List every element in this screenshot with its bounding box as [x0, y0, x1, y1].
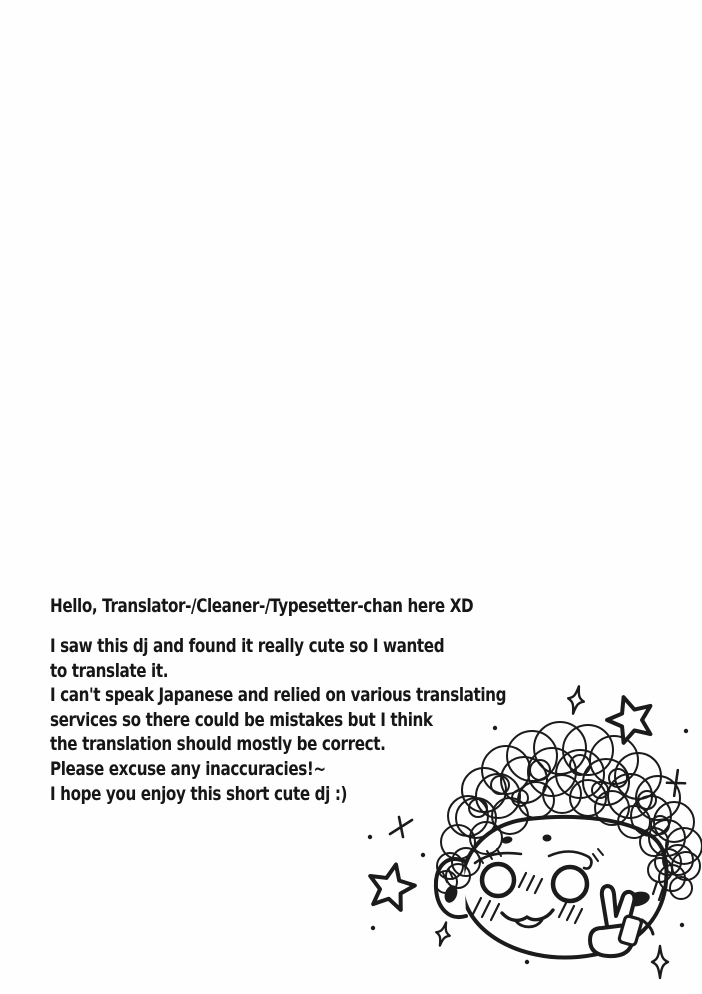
plus-sparkle-icon: [665, 769, 686, 797]
four-point-sparkle-icon: [565, 685, 586, 716]
note-heading: Hello, Translator-/Cleaner-/Typesetter-chan here XD: [50, 595, 474, 617]
note-line: the translation should mostly be correct.: [50, 733, 386, 756]
left-eye: [482, 864, 514, 896]
note-line: Please excuse any inaccuracies!~: [50, 757, 326, 780]
cross-sparkle-icon: [390, 817, 412, 837]
four-point-sparkle-icon: [433, 921, 453, 948]
right-brow-dot: [543, 835, 552, 842]
four-point-sparkle-icon: [652, 946, 668, 978]
five-point-star-icon: [365, 860, 419, 912]
note-line: to translate it.: [50, 659, 169, 682]
right-eye: [553, 867, 587, 901]
note-line: services so there could be mistakes but I think: [50, 708, 433, 731]
note-line: I hope you enjoy this short cute dj :): [50, 782, 348, 805]
note-line: I can't speak Japanese and relied on various translating: [50, 684, 507, 707]
note-line: I saw this dj and found it really cute so I wanted: [50, 635, 445, 657]
chibi-doodle: [350, 670, 702, 994]
